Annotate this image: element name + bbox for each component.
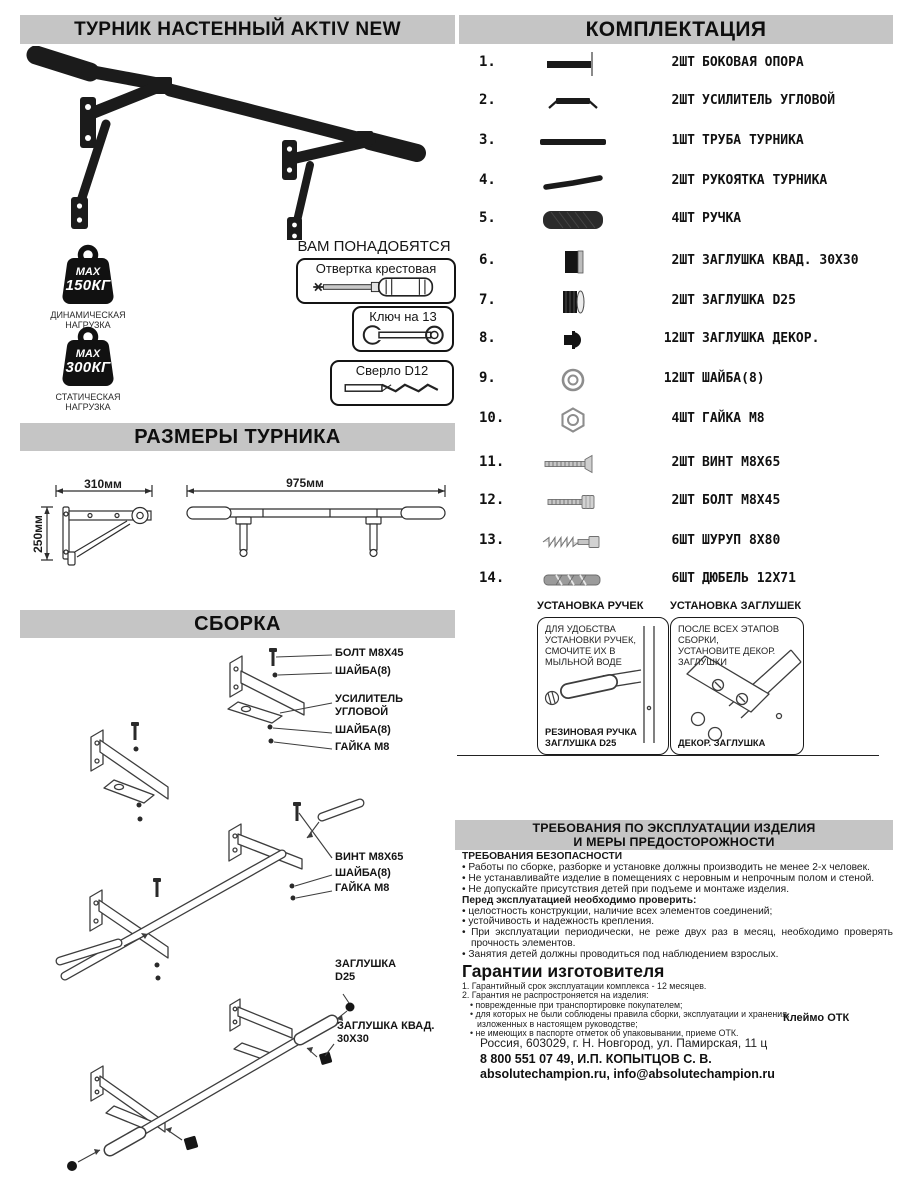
kit-row: [455, 128, 895, 156]
install-handles-box: [537, 617, 669, 755]
manufacturer-phone: 8 800 551 07 49, И.П. КОПЫТЦОВ С. В.: [480, 1051, 712, 1066]
kit-item-name: ДЮБЕЛЬ 12X71: [702, 571, 796, 586]
kit-title: КОМПЛЕКТАЦИЯ: [459, 15, 893, 44]
kit-item-name: ТРУБА ТУРНИКА: [702, 133, 804, 148]
kit-item-name: ЗАГЛУШКА D25: [702, 293, 796, 308]
kit-item-qty: 4ШТ: [671, 211, 695, 226]
page-title: ТУРНИК НАСТЕННЫЙ AKTIV NEW: [20, 15, 455, 44]
kit-row: [455, 88, 895, 116]
check-item: • устойчивость и надежность крепления.: [462, 917, 893, 928]
tool-label: Отвертка крестовая: [315, 261, 437, 276]
load-value: 300КГ: [65, 359, 111, 376]
safety-heading: ТРЕБОВАНИЯ БЕЗОПАСНОСТИ: [462, 851, 623, 862]
kit-item-name: РУЧКА: [702, 211, 742, 226]
check-heading: Перед эксплуатацией необходимо проверить:: [462, 894, 697, 906]
tool-box-screwdriver: [296, 258, 456, 304]
install-handles-text: ДЛЯ УДОБСТВА УСТАНОВКИ РУЧЕК, СМОЧИТЕ ИХ В МЫЛЬНОЙ ВОДЕ: [545, 624, 637, 667]
requirements-title: [455, 820, 893, 850]
install-caps-caption: ДЕКОР. ЗАГЛУШКА: [678, 737, 766, 748]
dim-front-width: 975мм: [286, 476, 324, 490]
tool-box-wrench: [352, 306, 454, 352]
kit-item-name: БОЛТ М8X45: [702, 493, 781, 508]
kit-item-name: ШУРУП 8X80: [702, 533, 781, 548]
kit-row: [455, 366, 895, 394]
load-caption: ДИНАМИЧЕСКАЯ: [50, 310, 126, 320]
tool-box-drill: [330, 360, 454, 406]
kit-item-number: 14.: [479, 570, 505, 586]
dim-side-width: 310мм: [84, 477, 122, 491]
kit-item-number: 6.: [479, 252, 496, 268]
kit-row: [455, 206, 895, 234]
install-caps-title: УСТАНОВКА ЗАГЛУШЕК: [670, 600, 802, 612]
drill-bit-icon: [338, 377, 446, 399]
kit-item-name: БОКОВАЯ ОПОРА: [702, 55, 804, 70]
manufacturer-address: Россия, 603029, г. Н. Новгород, ул. Памирская, 11 ц: [480, 1036, 768, 1050]
asm-label-washer: ШАЙБА(8): [335, 665, 391, 677]
warranty-exclusion: • для которых не были соблюдены правила сборки, эксплуатации и хранения, изложенных в настоящем руководстве;: [462, 1010, 792, 1029]
warranty-exclusion: • поврежденные при транспортировке покупателем;: [462, 1001, 792, 1010]
kit-item-number: 5.: [479, 210, 496, 226]
load-value: 150КГ: [65, 277, 111, 294]
asm-label-cap-square: ЗАГЛУШКА КВАД. 30X30: [337, 1020, 435, 1045]
check-item: • целостность конструкции, наличие всех элементов соединений;: [462, 907, 893, 918]
kit-item-name: ЗАГЛУШКА КВАД. 30X30: [702, 253, 859, 268]
dimensions-title: РАЗМЕРЫ ТУРНИКА: [20, 423, 455, 451]
kit-item-qty: 2ШТ: [671, 55, 695, 70]
caption-line: ЗАГЛУШКА D25: [545, 737, 617, 748]
kit-item-number: 12.: [479, 492, 505, 508]
kit-item-qty: 2ШТ: [671, 93, 695, 108]
asm-label-washer: ШАЙБА(8): [335, 724, 391, 736]
safety-requirements: [462, 852, 893, 961]
requirements-title-line1: ТРЕБОВАНИЯ ПО ЭКСПЛУАТАЦИИ ИЗДЕЛИЯ: [532, 821, 816, 835]
dynamic-load-badge: [43, 244, 133, 330]
product-photo: [20, 46, 455, 240]
warranty-title: Гарантии изготовителя: [462, 961, 665, 981]
kit-item-name: ШАЙБА(8): [702, 371, 765, 386]
check-item: • При эксплуатации периодически, не реже двух раз в месяц, необходимо проверять прочность элементов.: [462, 928, 893, 950]
kit-item-name: ЗАГЛУШКА ДЕКОР.: [702, 331, 820, 346]
requirements-title-line2: И МЕРЫ ПРЕДОСТОРОЖНОСТИ: [573, 835, 775, 849]
caption-line: РЕЗИНОВАЯ РУЧКА: [545, 727, 637, 737]
assembly-title: СБОРКА: [20, 610, 455, 638]
asm-label-washer: ШАЙБА(8): [335, 867, 391, 879]
install-handles-title: УСТАНОВКА РУЧЕК: [537, 600, 644, 612]
kit-item-number: 9.: [479, 370, 496, 386]
kit-item-number: 11.: [479, 454, 505, 470]
warranty-item: 1. Гарантийный срок эксплуатации комплекса - 12 месяцев.: [462, 981, 707, 991]
manufacturer-contacts: [480, 1037, 775, 1081]
check-item: • Занятия детей должны проводиться под наблюдением взрослых.: [462, 950, 893, 961]
static-load-badge: [43, 326, 133, 412]
kit-item-qty: 6ШТ: [671, 571, 695, 586]
asm-label-screw: ВИНТ M8X65: [335, 851, 404, 863]
kit-item-qty: 2ШТ: [671, 253, 695, 268]
kit-item-number: 4.: [479, 172, 496, 188]
kit-item-number: 8.: [479, 330, 496, 346]
load-caption: НАГРУЗКА: [65, 402, 111, 412]
kit-item-qty: 4ШТ: [671, 411, 695, 426]
kit-item-name: РУКОЯТКА ТУРНИКА: [702, 173, 828, 188]
kit-item-qty: 2ШТ: [671, 173, 695, 188]
kit-item-qty: 2ШТ: [671, 455, 695, 470]
manufacturer-website: absolutechampion.ru, info@absolutechampion.ru: [480, 1067, 775, 1081]
kit-item-number: 1.: [479, 54, 496, 70]
section-divider: [457, 755, 879, 756]
kit-item-name: УСИЛИТЕЛЬ УГЛОВОЙ: [702, 93, 836, 108]
kit-item-number: 13.: [479, 532, 505, 548]
install-caps-text: ПОСЛЕ ВСЕХ ЭТАПОВ СБОРКИ, УСТАНОВИТЕ ДЕКОР. ЗАГЛУШКИ: [678, 624, 780, 667]
kit-item-qty: 2ШТ: [671, 293, 695, 308]
kit-row: [455, 168, 895, 196]
kit-item-qty: 12ШТ: [663, 331, 695, 346]
asm-label-cap-d25: ЗАГЛУШКА D25: [335, 958, 397, 983]
kit-item-qty: 1ШТ: [671, 133, 695, 148]
kit-row: [455, 248, 895, 276]
warranty-section: [462, 961, 792, 1038]
kit-item-name: ГАЙКА М8: [702, 411, 765, 426]
kit-row: [455, 450, 895, 478]
kit-row: [455, 488, 895, 516]
asm-label-nut: ГАЙКА M8: [335, 882, 390, 894]
kit-row: [455, 528, 895, 556]
safety-item: • Не устанавливайте изделие в помещениях с неровным и непрочным полом и стеной.: [462, 874, 893, 885]
tool-label: Ключ на 13: [369, 309, 437, 324]
safety-item: • Не допускайте присутствия детей при подъеме и монтаже изделия.: [462, 885, 893, 896]
kit-item-number: 7.: [479, 292, 496, 308]
install-caps-box: [670, 617, 804, 755]
kit-list: [455, 43, 895, 605]
kit-item-qty: 12ШТ: [663, 371, 695, 386]
dim-height: 250мм: [31, 515, 45, 553]
warranty-exclusion: • не имеющих в паспорте отметок об упаковывании, приеме ОТК.: [462, 1029, 792, 1038]
kit-item-qty: 6ШТ: [671, 533, 695, 548]
asm-label-bolt: БОЛТ M8X45: [335, 647, 404, 659]
load-max-label: MAX: [75, 266, 101, 278]
kit-row: [455, 288, 895, 316]
otk-stamp-label: Клеймо ОТК: [783, 1012, 850, 1024]
warranty-item: 2. Гарантия не распростроняется на изделия:: [462, 990, 649, 1001]
kit-item-qty: 2ШТ: [671, 493, 695, 508]
wrench-icon: [357, 323, 449, 347]
asm-label-corner-brace: УСИЛИТЕЛЬ УГЛОВОЙ: [335, 693, 403, 718]
kit-row: [455, 406, 895, 434]
install-handles-caption: [545, 727, 637, 748]
kit-row: [455, 326, 895, 354]
kit-item-name: ВИНТ М8X65: [702, 455, 781, 470]
asm-label-nut: ГАЙКА M8: [335, 741, 390, 753]
safety-item: • Работы по сборке, разборке и установке должны производить не менее 2-х человек.: [462, 863, 893, 874]
tool-label: Сверло D12: [355, 363, 429, 378]
screwdriver-icon: [305, 275, 447, 299]
kit-item-number: 3.: [479, 132, 496, 148]
tools-title: ВАМ ПОНАДОБЯТСЯ: [297, 238, 451, 255]
kit-row: [455, 50, 895, 78]
kit-item-number: 10.: [479, 410, 505, 426]
load-caption: НАГРУЗКА: [65, 320, 111, 330]
load-caption: СТАТИЧЕСКАЯ: [55, 392, 121, 402]
kit-item-number: 2.: [479, 92, 496, 108]
kit-row: [455, 566, 895, 594]
load-max-label: MAX: [75, 348, 101, 360]
